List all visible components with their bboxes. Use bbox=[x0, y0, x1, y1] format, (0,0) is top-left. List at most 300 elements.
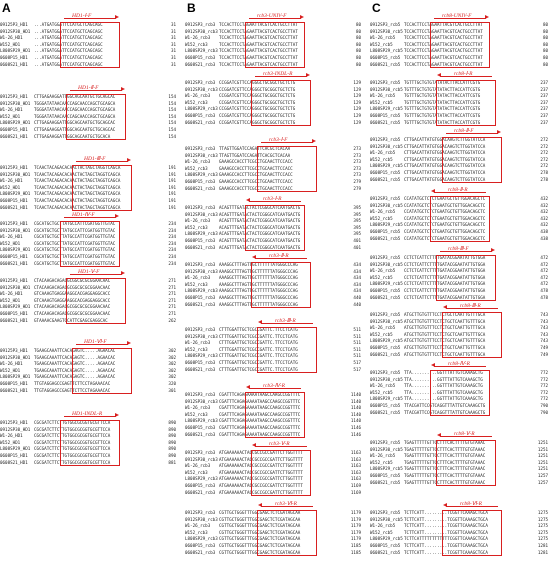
sequence-text: TCAACTACAGACACAACTACTAGCTAGGTCAGCA bbox=[34, 171, 121, 177]
primer-label: HD1-Ⅵ-F bbox=[84, 339, 107, 345]
sample-name: 0912SP30_rcb3 bbox=[185, 333, 218, 339]
primer-label: rcb3-Ⅳ-R bbox=[263, 383, 285, 389]
sample-name: 0608P15_rcb3 bbox=[185, 359, 216, 365]
position-number: 237 bbox=[540, 112, 548, 118]
primer-annotation bbox=[185, 317, 363, 327]
sequence-text: TCCACTTCCTAGAATTACGTCACTGCCTTAT bbox=[404, 22, 483, 27]
sequence-text: CTTTGGATTGCTCGCCGATTC.TTCCTCATG bbox=[219, 366, 298, 372]
sequence-text: ACAGTTTGATACTACTCGGGCATCAATGACTG bbox=[219, 224, 301, 230]
sequence-text: CGCGATCTTCTTGTGGCGCGGTGCGTTCCA bbox=[34, 459, 111, 465]
sequence-text: CGCATGCTGCTTATGCCATTCGATGGTTGTAC bbox=[34, 247, 116, 253]
position-number: 772 bbox=[540, 376, 548, 382]
position-number: 80 bbox=[542, 54, 548, 60]
arrow-right-icon bbox=[121, 87, 125, 91]
position-number: 743 bbox=[540, 318, 548, 324]
sample-name: 0912SP3_rcb3 bbox=[185, 22, 216, 27]
sample-name: 0912SP3_rcb3 bbox=[185, 510, 216, 515]
primer-annotation bbox=[185, 500, 363, 510]
alignment-block bbox=[185, 440, 363, 496]
sample-name: 0608S21_rcb5 bbox=[370, 176, 401, 182]
sample-name: 0912SP3_rcb5 bbox=[370, 312, 401, 317]
sequence-text: CTTGACATTATGTGGACAAGTCTTGGTATCCA bbox=[404, 169, 486, 175]
primer-site-box bbox=[430, 196, 490, 242]
sequence-text: CGCGATCTTCTTGTGGCGCGGTGCGTTCCA bbox=[34, 446, 111, 452]
arrow-right-icon bbox=[115, 214, 119, 218]
primer-annotation bbox=[0, 338, 178, 348]
arrow-left-icon bbox=[252, 255, 256, 259]
arrow-right-icon bbox=[497, 130, 501, 134]
sequence-text: CTTGACATTATGTGGACAAGTCTTGGTATCCA bbox=[404, 143, 486, 149]
primer-label: HD1-Ⅴ-F bbox=[78, 269, 100, 275]
sequence-text: CTTTGGATTGCTCGCCGATTC.TTCCTCATG bbox=[219, 359, 298, 365]
sequence-text: ATGAAAAAACTACCGCCGCCGATTCTTGGTTTT bbox=[219, 463, 303, 469]
sample-name: W1-26_rcb5 bbox=[370, 35, 396, 41]
sequence-text: AAAGGCTTTAGTTGCTTTTTTATGGGCCCAG bbox=[219, 294, 298, 300]
position-number: 1163 bbox=[350, 456, 361, 462]
position-number: 890 bbox=[168, 452, 176, 458]
position-number: 80 bbox=[355, 61, 361, 67]
sample-name: 0608P15_HD1 bbox=[0, 380, 28, 386]
sequence-text: CCGGATCGTTCCAGGGCTGCGGCTGCTCTG bbox=[219, 80, 296, 85]
sample-name: 0608P15_rcb3 bbox=[185, 178, 216, 184]
alignment-block bbox=[370, 360, 550, 416]
position-number: 1140 bbox=[350, 411, 361, 417]
sample-name: 0608P15_HD1 bbox=[0, 452, 28, 458]
position-number: 237 bbox=[540, 93, 548, 99]
sample-name: 0912SP30_rcb3 bbox=[185, 28, 218, 34]
sequence-text: ATGAAAAAACTACCGCCGCCGATTCTTGGTTTT bbox=[219, 469, 303, 475]
position-number: 432 bbox=[540, 196, 548, 201]
primer-site-box bbox=[257, 510, 317, 556]
primer-site-box bbox=[436, 255, 496, 301]
position-number: 440 bbox=[353, 301, 361, 307]
sample-name: 09125P3_HD1 bbox=[0, 278, 28, 283]
sample-name: W1-26_rcb3 bbox=[185, 405, 211, 411]
primer-site-box bbox=[430, 370, 490, 416]
sequence-text: ATGAAAAAACTACCGCCGCCGATTCTTGGTTTT bbox=[219, 489, 303, 495]
position-number: 80 bbox=[355, 54, 361, 60]
sample-name: 0608P15_rcb3 bbox=[185, 294, 216, 300]
sample-name: 0608S21_rcb3 bbox=[185, 244, 216, 250]
sequence-text: TCCACTTCCTAGAATTACGTCACTGCCTTAT bbox=[219, 61, 298, 67]
sample-name: 0608P15_rcb5 bbox=[370, 169, 401, 175]
sample-name: 0608P15_HD1 bbox=[0, 197, 28, 203]
primer-annotation bbox=[370, 186, 550, 196]
position-number: 237 bbox=[540, 86, 548, 92]
sample-name: 0608P15_HD1 bbox=[0, 54, 28, 60]
position-number: 749 bbox=[540, 351, 548, 357]
primer-site-box bbox=[66, 94, 126, 140]
sample-name: 0912SP3_rcb3 bbox=[185, 392, 216, 397]
sequence-text: CGATTTCAGAGAAAATAAGCCAAGCCGGTTTC bbox=[219, 431, 301, 437]
sequence-text: TGTTTGCTGTGTATATACTTACCATTCGTG bbox=[404, 80, 481, 85]
sample-name: 0608S21_rcb5 bbox=[370, 61, 401, 67]
sample-name: W1-26_HD1 bbox=[0, 35, 23, 41]
sequence-text: CCATATGCTCTCTGAATGCTGTTGGACAGCTC bbox=[404, 209, 486, 215]
alignment-block bbox=[0, 84, 178, 140]
sample-name: 09125P3_HD1 bbox=[0, 165, 28, 170]
position-number: 772 bbox=[540, 396, 548, 402]
position-number: 301 bbox=[168, 387, 176, 393]
sequence-text: ATGCTTGTGTTTCCTCTGCTCAATTGTTTGCA bbox=[404, 312, 486, 317]
sequence-text: CGTTGCTGGGTTTGGCGAGCTCTCGATAGCAA bbox=[219, 510, 301, 515]
position-number: 191 bbox=[168, 178, 176, 184]
primer-label: rcb8-UNIV-F bbox=[442, 13, 472, 19]
sequence-text: CCGGATCGTTCCAGGGCTGCGGCTGCTCTG bbox=[219, 112, 296, 118]
arrow-left-icon bbox=[443, 305, 447, 309]
sample-name: 0608P15_rcb3 bbox=[185, 112, 216, 118]
sample-name: 0912SP30_rcb5 bbox=[370, 28, 403, 34]
primer-annotation bbox=[185, 12, 363, 22]
position-number: 272 bbox=[540, 137, 548, 142]
position-number: 234 bbox=[168, 227, 176, 233]
sequence-text: TGGGATATAACAACCAGCAACCAGCTGCAGCA bbox=[34, 107, 116, 113]
arrow-right-icon bbox=[312, 139, 316, 143]
primer-annotation bbox=[185, 70, 363, 80]
sequence-text: CGCGATCTTCTTGTGGCGCGGTGCGTTCCA bbox=[34, 426, 111, 432]
position-number: 1251 bbox=[537, 440, 548, 445]
position-number: 154 bbox=[168, 126, 176, 132]
sample-name: L808SP29_rcb3 bbox=[185, 353, 218, 359]
sample-name: 0912SP30_HD1 bbox=[0, 284, 31, 290]
sample-name: 0912SP30_rcb5 bbox=[370, 376, 403, 382]
sample-name: 0608S21_rcb3 bbox=[185, 301, 216, 307]
sample-name: W152_rcb5 bbox=[370, 459, 393, 465]
sequence-text: CCATATGCTCTCTGAATGCTGTTGGACAGCTC bbox=[404, 235, 486, 241]
sample-name: 0608P15_rcb5 bbox=[370, 402, 401, 408]
position-number: 401 bbox=[353, 244, 361, 250]
sequence-text: TTAGTTGGATCCAGATTCACGCTCACAA bbox=[219, 146, 291, 151]
sample-name: 0608P15_rcb3 bbox=[185, 482, 216, 488]
arrow-left-icon bbox=[258, 320, 262, 324]
sample-name: W1-26_HD1 bbox=[0, 291, 23, 297]
panel-label: B bbox=[187, 1, 196, 15]
sample-name: 0608P15_rcb5 bbox=[370, 112, 401, 118]
sequence-text: TGAAGCAAATTCACAGAGTC.....AGAACAC bbox=[34, 354, 116, 360]
sequence-text: TTA..........GGTTTATTGTCAAAGCTG bbox=[404, 370, 483, 375]
sequence-text: ATGCTTGTGTTTCCTCTGCTCAATTGTTTGCA bbox=[404, 338, 486, 344]
sequence-text: CGTTGCTGGGTTTGGCGAGCTCTCGATAGCAA bbox=[219, 516, 301, 522]
sample-name: 0912SP3_rcb5 bbox=[370, 80, 401, 85]
position-number: 271 bbox=[168, 291, 176, 297]
sample-name: 0608S21_HD1 bbox=[0, 317, 28, 323]
sequence-text: CTTTGGATTGCTCGCCGATTC.TTCCTCATG bbox=[219, 340, 298, 346]
alignment-block bbox=[370, 12, 550, 68]
alignment-block bbox=[0, 211, 178, 267]
sequence-text: CTACAAGACAGACGCGGCGCGCGGAACAAC bbox=[34, 284, 111, 290]
sequence-text: AAAGGCTTTAGTTGCTTTTTTATGGGCCCAG bbox=[219, 281, 298, 287]
sample-name: 0912SP30_HD1 bbox=[0, 354, 31, 360]
position-number: 262 bbox=[168, 317, 176, 323]
sequence-text: TCCACTTCCTAGAATTACGTCACTGCCTTAT bbox=[404, 41, 483, 47]
position-number: 271 bbox=[168, 284, 176, 290]
sample-name: 0608S21_HD1 bbox=[0, 260, 28, 266]
position-number: 31 bbox=[170, 54, 176, 60]
primer-annotation bbox=[0, 410, 178, 420]
position-number: 302 bbox=[168, 348, 176, 353]
position-number: 154 bbox=[168, 107, 176, 113]
position-number: 271 bbox=[168, 297, 176, 303]
sample-name: 0912SP3_rcb5 bbox=[370, 196, 401, 201]
position-number: 478 bbox=[540, 287, 548, 293]
sample-name: L808SP29_HD1 bbox=[0, 48, 31, 54]
sample-name: 0912SP3_rcb5 bbox=[370, 370, 401, 375]
sequence-text: CGATTTCAGAGAAAATAAGCCAAGCCGGTTTC bbox=[219, 398, 301, 404]
sequence-text: ACAGTTTGATACTACTCGGGCATCAATGACTG bbox=[219, 211, 301, 217]
alignment-block bbox=[0, 155, 178, 211]
sequence-text: ACAGTTTGATACTACTCGGGCATCAATGACTG bbox=[219, 231, 301, 237]
sample-name: 0912SP30_HD1 bbox=[0, 100, 31, 106]
position-number: 80 bbox=[355, 35, 361, 41]
arrow-left-icon bbox=[252, 443, 256, 447]
sample-name: W152_HD1 bbox=[0, 439, 21, 445]
position-number: 1179 bbox=[350, 510, 361, 515]
alignment-block bbox=[370, 245, 550, 301]
sample-name: 09125P3_HD1 bbox=[0, 420, 28, 425]
sample-name: W1-26_HD1 bbox=[0, 178, 23, 184]
sequence-text: ACAGTTTGATACTACTCGGGCATCAATGACTG bbox=[219, 205, 301, 210]
position-number: 890 bbox=[168, 420, 176, 425]
alignment-block bbox=[185, 382, 363, 438]
sample-name: W152_HD1 bbox=[0, 297, 21, 303]
sample-name: 0912SP3_rcb3 bbox=[185, 262, 216, 267]
sample-name: 09125P3_HD1 bbox=[0, 94, 28, 99]
sequence-text: TCCACTTCCTAGAATTACGTCACTGCCTTAT bbox=[404, 48, 483, 54]
primer-label: rcb8-Ⅲ-F bbox=[448, 246, 469, 252]
sequence-text: TGTTTGCTGTGTATATACTTACCATTCGTG bbox=[404, 93, 481, 99]
sample-name: W152_rcb5 bbox=[370, 99, 393, 105]
sample-name: W152_rcb3 bbox=[185, 469, 208, 475]
position-number: 1275 bbox=[537, 523, 548, 529]
sample-name: 0912SP30_rcb5 bbox=[370, 516, 403, 522]
sample-name: 0608P15_rcb5 bbox=[370, 54, 401, 60]
position-number: 1179 bbox=[350, 536, 361, 542]
sequence-text: TGAAGCAAATTCACAGAGTC.....AGAACAC bbox=[34, 367, 116, 373]
position-number: 511 bbox=[353, 346, 361, 352]
primer-label: rcb8-Ⅴ-R bbox=[454, 431, 475, 437]
sample-name: 0912SP30_rcb3 bbox=[185, 516, 218, 522]
sequence-text: CTACAAGACAGACGCGGCGCGCGGAACAAC bbox=[34, 304, 111, 310]
arrow-right-icon bbox=[127, 341, 131, 345]
sequence-text: TCTTCATTTTTTTTTTTTCGGTTCAAAGCTGCA bbox=[404, 536, 488, 542]
position-number: 1275 bbox=[537, 536, 548, 542]
position-number: 80 bbox=[542, 48, 548, 54]
primer-label: rcb3-Ⅰ-R bbox=[263, 196, 282, 202]
sequence-text: ...ATGATGGATTCCATGCTCAGCAGC bbox=[34, 41, 103, 47]
sequence-text: CTTTGGATTGCTCGCCGATTC.TTCCTCATG bbox=[219, 333, 298, 339]
primer-site-box bbox=[60, 420, 120, 466]
sequence-text: ATGCTTGTGTTTCCTCTGCTCAATTGTTTGCA bbox=[404, 325, 486, 331]
sample-name: L808SP29_rcb3 bbox=[185, 48, 218, 54]
sequence-text: CGCATGCTGCTTATGCCATTCGATGGTTGTAC bbox=[34, 227, 116, 233]
sequence-text: TGAGTTTTTGTTGCTTTCACTTTTGTGTAAAC bbox=[404, 440, 486, 445]
primer-annotation bbox=[370, 430, 550, 440]
position-number: 1185 bbox=[350, 549, 361, 555]
sequence-text: GAAAGCCACCTTCGCCTGCAACTTCCACC bbox=[219, 185, 293, 191]
position-number: 432 bbox=[540, 222, 548, 228]
sequence-text: TCCACTTCCTAGAATTACGTCACTGCCTTAT bbox=[219, 48, 298, 54]
sample-name: 0608S21_rcb3 bbox=[185, 119, 216, 125]
position-number: 191 bbox=[168, 165, 176, 170]
sample-name: 0912SP30_rcb3 bbox=[185, 211, 218, 217]
panel-c bbox=[370, 0, 550, 580]
position-number: 434 bbox=[353, 262, 361, 267]
primer-annotation bbox=[370, 302, 550, 312]
sequence-text: CGCATGCTGCTTATGCCATTCGATGGTTGTAC bbox=[34, 221, 116, 226]
arrow-left-icon bbox=[431, 363, 435, 367]
position-number: 395 bbox=[353, 205, 361, 210]
sample-name: W152_rcb3 bbox=[185, 529, 208, 535]
position-number: 772 bbox=[540, 389, 548, 395]
sequence-text: ATGAAAAAACTACCGCCGCCGATTCTTGGTTTT bbox=[219, 450, 303, 455]
sequence-text: ATGAAAAAACTACCGCCGCCGATTCTTGGTTTT bbox=[219, 482, 303, 488]
sample-name: W1-26_rcb5 bbox=[370, 268, 396, 274]
sequence-text: CGTTGCTGGGTTTGGCGAGCTCTCGATAGCAA bbox=[219, 536, 301, 542]
arrow-right-icon bbox=[115, 413, 119, 417]
sequence-text: CCATATGCTCTCTGAATGCTGTTGGACAGCTC bbox=[404, 215, 486, 221]
position-number: 890 bbox=[168, 433, 176, 439]
sequence-text: TCAACTACAGACACAACTACTAGCTAGGTCAGCA bbox=[34, 197, 121, 203]
position-number: 154 bbox=[168, 113, 176, 119]
arrow-right-icon bbox=[127, 158, 131, 162]
sequence-text: CCGGATCGTTCCAGGGCTGCGGCTGCTCTG bbox=[219, 93, 296, 99]
sample-name: 0912SP3_rcb5 bbox=[370, 440, 401, 445]
position-number: 395 bbox=[353, 231, 361, 237]
primer-site-box bbox=[430, 22, 490, 68]
arrow-right-icon bbox=[121, 271, 125, 275]
alignment-block bbox=[185, 500, 363, 556]
sample-name: 0608S21_rcb5 bbox=[370, 235, 401, 241]
sequence-text: TTAGTTGGATCCAGATTCACGCTCACAA bbox=[219, 152, 291, 158]
sequence-text: CCATATGCTCTCTGAATGCTGTTGGACAGCTC bbox=[404, 228, 486, 234]
sequence-text: ATGCTTGTGTTTCCTCTGCTCAATTGTTTGCA bbox=[404, 344, 486, 350]
sample-name: 0912SP30_rcb3 bbox=[185, 152, 218, 158]
sequence-text: CGTTGCTGGGTTTGGCGAGCTCTCGATAGCAA bbox=[219, 549, 301, 555]
sample-name: W152_rcb3 bbox=[185, 41, 208, 47]
sequence-text: CGTTGCTGGGTTTGGCGAGCTCTCGATAGCAA bbox=[219, 523, 301, 529]
sequence-text: TGAAGCAAATTCACAGAGTC.....AGAACAC bbox=[34, 348, 116, 353]
primer-site-box bbox=[442, 137, 502, 183]
sequence-text: CCGGATCGTTCCAGGGCTGCGGCTGCTCTG bbox=[219, 99, 296, 105]
sequence-text: ...ATGATGGATTCCATGCTCAGCAGC bbox=[34, 61, 103, 67]
sequence-text: TGTTTGCTGTGTATATACTTACCATTCGTG bbox=[404, 86, 481, 92]
alignment-block bbox=[185, 195, 363, 251]
sample-name: 0912SP3_rcb3 bbox=[185, 80, 216, 85]
position-number: 434 bbox=[353, 268, 361, 274]
sample-name: 0912SP30_HD1 bbox=[0, 28, 31, 34]
position-number: 432 bbox=[540, 215, 548, 221]
position-number: 271 bbox=[168, 310, 176, 316]
position-number: 743 bbox=[540, 325, 548, 331]
primer-annotation bbox=[185, 440, 363, 450]
sample-name: 0912SP3_rcb5 bbox=[370, 137, 401, 142]
position-number: 272 bbox=[540, 156, 548, 162]
sequence-text: TTGTAGGAGCCGAGTTCTTCCTAGAAACAC bbox=[34, 380, 111, 386]
sample-name: 0608S21_rcb5 bbox=[370, 409, 401, 415]
sample-name: W1-26_rcb5 bbox=[370, 325, 396, 331]
position-number: 517 bbox=[353, 366, 361, 372]
position-number: 129 bbox=[353, 93, 361, 99]
position-number: 80 bbox=[542, 61, 548, 67]
sequence-text: TTA..........GGTTTATTGTCAAAGCTG bbox=[404, 389, 483, 395]
sample-name: L808SP29_rcb3 bbox=[185, 106, 218, 112]
sequence-text: CGTTGCTGGGTTTGGCGAGCTCTCGATAGCAA bbox=[219, 529, 301, 535]
sequence-text: ...ATGATGGATTCCATGCTCAGCAGC bbox=[34, 54, 103, 60]
sample-name: L808SP29_rcb3 bbox=[185, 231, 218, 237]
primer-label: rcb8-Ⅰ-R bbox=[454, 71, 473, 77]
position-number: 1179 bbox=[350, 516, 361, 522]
sequence-text: ATGCTTGTGTTTCCTCTGCTCAATTGTTTGCA bbox=[404, 331, 486, 337]
sequence-text: AAAGGCTTTAGTTGCTTTTTTATGGGCCCAG bbox=[219, 301, 298, 307]
sequence-text: TCCACTTCCTAGAATTACGTCACTGCCTTAT bbox=[404, 28, 483, 34]
sample-name: L808SP29_rcb5 bbox=[370, 338, 403, 344]
sample-name: 0608S21_rcb5 bbox=[370, 119, 401, 125]
sample-name: W1-26_rcb5 bbox=[370, 209, 396, 215]
sequence-text: CGATTTCAGAGAAAATAAGCCAAGCCGGTTTC bbox=[219, 424, 301, 430]
sequence-text: GAAAGCCACCTTCGCCTGCAACTTCCACC bbox=[219, 165, 293, 171]
position-number: 154 bbox=[168, 120, 176, 126]
position-number: 129 bbox=[353, 99, 361, 105]
sample-name: 09125P3_HD1 bbox=[0, 348, 28, 353]
sequence-text: TCCACTTCCTAGAATTACGTCACTGCCTTAT bbox=[219, 28, 298, 34]
sample-name: 0608P15_rcb5 bbox=[370, 344, 401, 350]
sample-name: 0912SP30_rcb3 bbox=[185, 456, 218, 462]
primer-label: rcb3-Ⅰ-F bbox=[269, 137, 288, 143]
sequence-text: TCCACTTCCTAGAATTACGTCACTGCCTTAT bbox=[219, 54, 298, 60]
sample-name: 0608P15_rcb5 bbox=[370, 472, 401, 478]
sample-name: 0912SP30_HD1 bbox=[0, 171, 31, 177]
alignment-block bbox=[185, 317, 363, 373]
sample-name: 0912SP30_rcb5 bbox=[370, 446, 403, 452]
sample-name: 0608P15_HD1 bbox=[0, 310, 28, 316]
primer-label: HD1-Ⅳ-F bbox=[72, 212, 95, 218]
sequence-text: TCAACTACAGACACAACTACTAGCTAGGTCAGCA bbox=[34, 184, 121, 190]
sample-name: W1-26_rcb5 bbox=[370, 523, 396, 529]
position-number: 432 bbox=[540, 202, 548, 208]
sequence-text: CCTCTCATTCTTTTGATACGGAATATTGTGGA bbox=[404, 294, 486, 300]
sample-name: W1-26_rcb3 bbox=[185, 218, 211, 224]
primer-site-box bbox=[442, 510, 502, 556]
sample-name: W152_rcb3 bbox=[185, 224, 208, 230]
sequence-text: TCCACTTCCTAGAATTACGTCACTGCCTTAT bbox=[219, 41, 298, 47]
position-number: 271 bbox=[168, 278, 176, 283]
sequence-text: CTTGACATTATGTGGACAAGTCTTGGTATCCA bbox=[404, 156, 486, 162]
sample-name: 0912SP3_rcb3 bbox=[185, 450, 216, 455]
position-number: 80 bbox=[542, 41, 548, 47]
alignment-block bbox=[370, 500, 550, 556]
arrow-left-icon bbox=[258, 503, 262, 507]
alignment-block bbox=[0, 338, 178, 394]
sample-name: W1-26_rcb5 bbox=[370, 383, 396, 389]
sequence-text: TCTTCATT.........TCGGTTCAAAGCTGCA bbox=[404, 510, 488, 515]
primer-label: rcb3-INDL-R bbox=[263, 71, 293, 77]
arrow-left-icon bbox=[431, 189, 435, 193]
sample-name: 0912SP30_rcb3 bbox=[185, 268, 218, 274]
sequence-text: CGATTTCAGAGAAAATAAGCCAAGCCGGTTTC bbox=[219, 418, 301, 424]
sample-name: W152_rcb3 bbox=[185, 411, 208, 417]
sample-name: W1-26_HD1 bbox=[0, 361, 23, 367]
primer-label: rcb8-Ⅱ-R bbox=[448, 187, 468, 193]
primer-annotation bbox=[0, 268, 178, 278]
primer-annotation bbox=[0, 211, 178, 221]
position-number: 511 bbox=[353, 327, 361, 332]
position-number: 154 bbox=[168, 133, 176, 139]
position-number: 278 bbox=[540, 176, 548, 182]
arrow-right-icon bbox=[115, 15, 119, 19]
sample-name: 0608P15_rcb3 bbox=[185, 542, 216, 548]
sample-name: 0608S21_HD1 bbox=[0, 459, 28, 465]
sample-name: W1-26_HD1 bbox=[0, 234, 23, 240]
